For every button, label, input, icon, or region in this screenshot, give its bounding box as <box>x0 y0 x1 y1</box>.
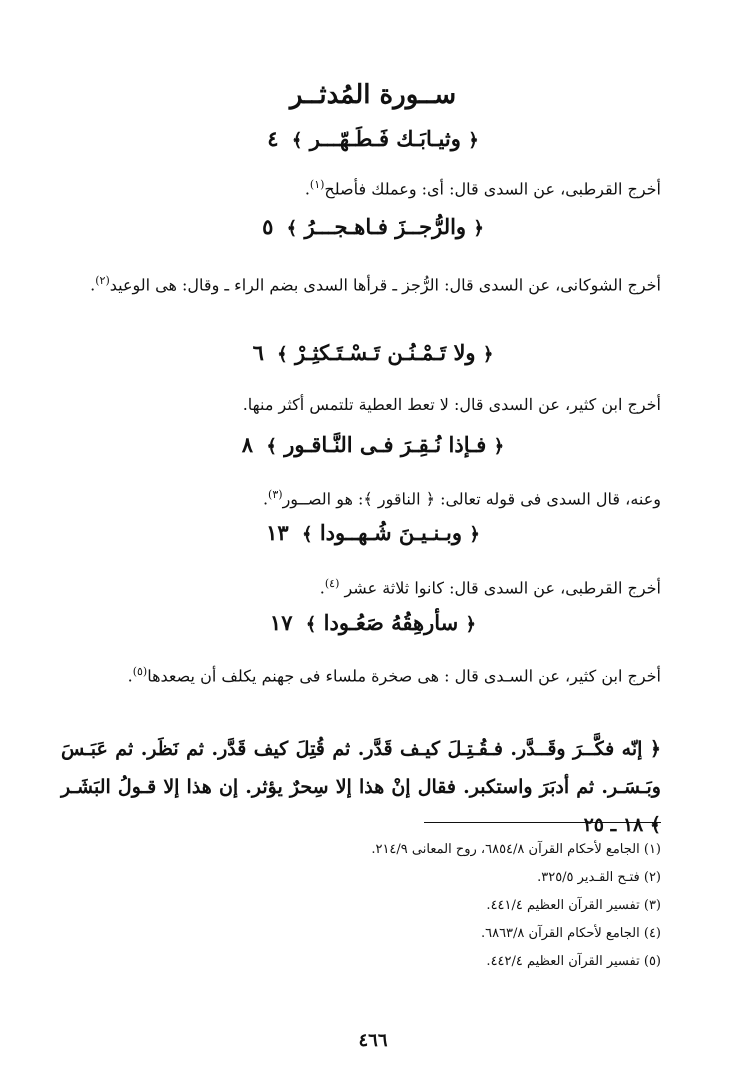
footnote-ref: (٣) <box>268 488 283 501</box>
footnote-ref: (٢) <box>95 274 110 287</box>
verse-open-bracket: ﴿ <box>493 436 505 457</box>
verse-open-bracket: ﴿ <box>473 218 484 239</box>
verse-close-bracket: ﴾ <box>305 614 317 635</box>
footnote: (١) الجامع لأحكام القرآن ٦٨٥٤/٨، روح المعانى ٢١٤/٩. <box>371 842 661 857</box>
verse-number: ٥ <box>262 214 274 239</box>
verse-open-bracket: ﴿ <box>465 614 477 635</box>
verse-number: ١٧ <box>269 610 293 635</box>
footnote: (٢) فتـح القـدير ٣٢٥/٥. <box>537 870 661 885</box>
long-verse-text: ﴿ إنّه فكَّــرَ وقَــدَّر. فـقُـتِـلَ كيـف قَدَّر. ثم قُتِلَ كيف قَدَّر. ثم نَظَر. ثم عَبَـسَ وبَـسَـر. ثم أدبَرَ واستكبر. فقال إنْ هذا إلا سِحرٌ يؤثر. إن هذا إلا قـولُ البَشَـر ﴾ <box>61 738 661 836</box>
verse-number: ٤ <box>267 126 279 151</box>
verse-heading <box>0 340 746 365</box>
verse-text: وثيـابَـك فَـطَـهّـــر <box>309 126 461 151</box>
footnote-divider <box>424 822 661 823</box>
verse-text: والرُّجــزَ فـاهـجـــرُ <box>304 214 467 239</box>
narration <box>81 168 661 206</box>
verse-close-bracket: ﴾ <box>277 344 288 365</box>
narration <box>81 264 661 302</box>
verse-text: فـإذا نُـقِـرَ فـى النَّـاقـور <box>284 432 487 457</box>
page-number: ٤٦٦ <box>358 1030 388 1051</box>
narration <box>81 567 661 605</box>
footnote: (٣) تفسير القرآن العظيم ٤٤١/٤. <box>486 898 661 913</box>
verse-text: ولا تَـمْـنُـن تَـسْـتَـكثِـرْ <box>295 340 476 365</box>
footnote: (٤) الجامع لأحكام القرآن ٦٨٦٣/٨. <box>480 926 661 941</box>
narration-text: أخرج القرطبى، عن السدى قال: أى: وعملك فأصلح <box>324 179 661 199</box>
narration-end: . <box>319 578 325 598</box>
verse-text: وبـنـيـنَ شُـهــودا <box>319 520 463 545</box>
narration <box>81 478 661 516</box>
narration-text: أخرج ابن كثير، عن السدى قال: لا تعط العطية تلتمس أكثر منها. <box>242 395 661 414</box>
verse-close-bracket: ﴾ <box>266 436 277 457</box>
footnote-ref: (١) <box>309 178 325 191</box>
verse-open-bracket: ﴿ <box>468 130 479 151</box>
verse-heading <box>0 214 746 239</box>
surah-title: ســورة المُدثــر <box>289 80 457 110</box>
verse-heading <box>0 432 746 457</box>
narration-text: وعنه، قال السدى فى قوله تعالى: ﴿ الناقور ﴾: هو الصــور <box>282 489 661 509</box>
narration-end: . <box>304 179 310 199</box>
footnote: (٥) تفسير القرآن العظيم ٤٤٢/٤. <box>486 954 661 969</box>
verse-number: ٦ <box>252 340 264 365</box>
footnote-ref: (٥) <box>132 665 148 678</box>
verse-number: ١٣ <box>266 520 289 545</box>
narration-end: . <box>262 489 269 509</box>
narration <box>81 388 661 422</box>
verse-close-bracket: ﴾ <box>301 524 313 545</box>
narration-text: أخرج الشوكانى، عن السدى قال: الرُّجز ـ قرأها السدى بضم الراء ـ وقال: هى الوعيد <box>109 275 661 295</box>
long-verse-number: ١٨ ـ ٢٥ <box>583 814 644 836</box>
narration-end: . <box>127 666 133 686</box>
verse-open-bracket: ﴿ <box>482 344 494 365</box>
verse-open-bracket: ﴿ <box>469 524 480 545</box>
verse-close-bracket: ﴾ <box>291 130 303 151</box>
verse-heading <box>0 610 746 635</box>
narration <box>81 655 661 693</box>
verse-heading <box>0 126 746 151</box>
footnote-ref: (٤) <box>324 577 340 590</box>
verse-text: سأرهِقُهُ صَعُـودا <box>323 610 459 635</box>
verse-close-bracket: ﴾ <box>286 218 298 239</box>
verse-heading <box>0 520 746 545</box>
narration-text: أخرج القرطبى، عن السدى قال: كانوا ثلاثة عشر <box>339 578 661 598</box>
long-verse <box>61 730 661 844</box>
narration-end: . <box>90 275 96 295</box>
narration-text: أخرج ابن كثير، عن السـدى قال : هى صخرة ملساء فى جهنم يكلف أن يصعدها <box>147 666 661 686</box>
verse-number: ٨ <box>241 432 254 457</box>
